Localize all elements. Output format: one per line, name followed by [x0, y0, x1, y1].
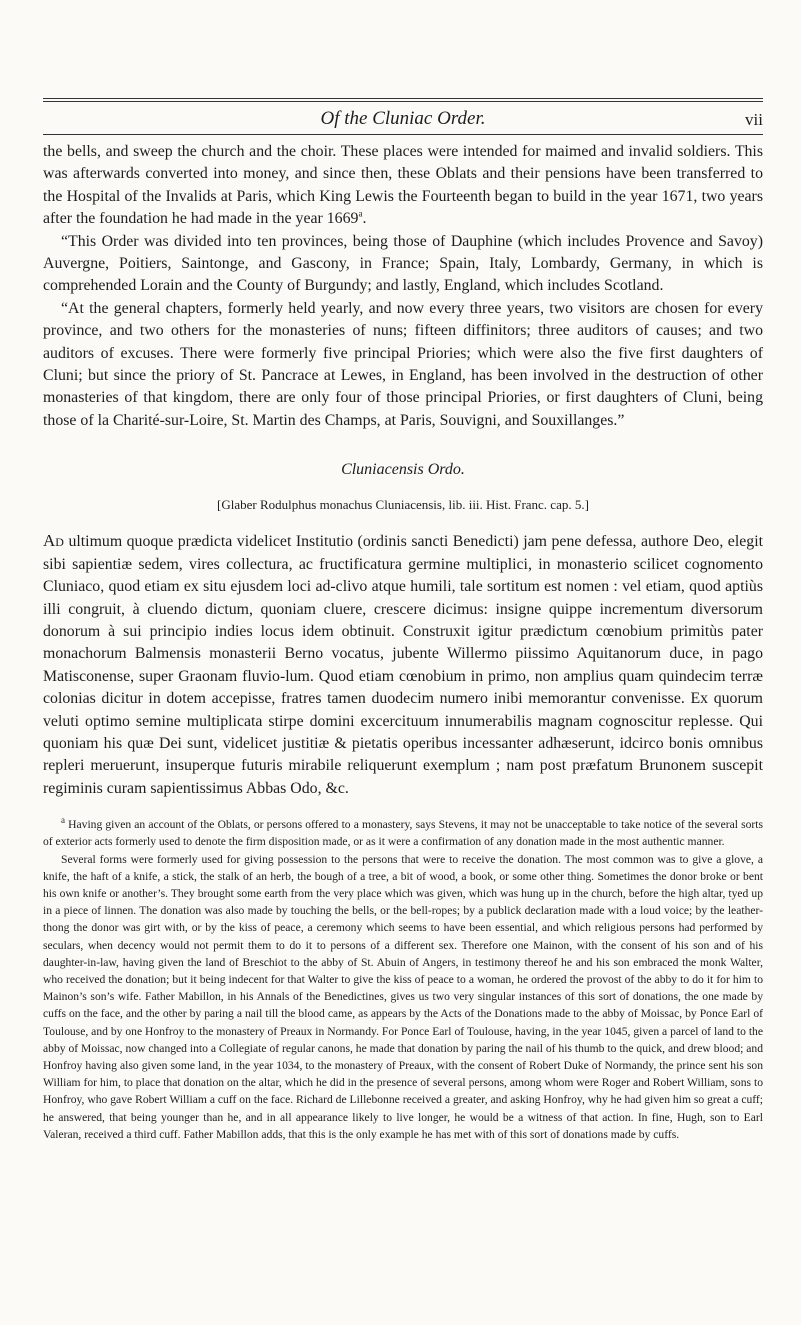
footnote-reference: a: [358, 208, 363, 219]
footnote-marker: a: [61, 815, 65, 826]
section-title: Cluniacensis Ordo.: [341, 461, 465, 479]
footnote-second: Several forms were formerly used for giving possession to the persons that were to receive the donation. The most common was to give a glove, a knife, the haft of a knife, a stick, the stalk of an herb, the bough of a tree, a bit of wood, a book, or some other thing. Sometimes the donor broke or bent his own knife or another’s. They brought some earth from the very place which was given, which was hung up in the church, before the high altar, tyed up in a piece of linnen. The donation was also made by touching the bells, or the bell-ropes; by a publick declaration made with a loud voice; by the leather-thong the donor was girt with, or by the kiss of peace, a ceremony which seems to have been essential, and which religious persons had performed by seculars, when decency would not permit them to do it to persons of a different sex. Therefore one Mainon, with the consent of his son and of his daughter-in-law, having given the land of Breschiot to the abby of St. Abuin of Angers, in testimony thereof he and his son embraced the monk Walter, who received the donation; but it being indecent for that Walter to give the kiss of peace to a woman, he ordered the provost of the abby to do it for him to Mainon’s son’s wife. Father Mabillon, in his Annals of the Benedictines, gives us two very singular instances of this sort of donations, the one made by cuffs on the face, and the other by paring a nail till the blood came, as appears by the Acts of the Donations made to the abby of Moissac, by Ponce Earl of Toulouse, and by one Honfroy to the monastery of Preaux in Normandy. For Ponce Earl of Toulouse, having, in the year 1045, given a parcel of land to the abby of Moissac, now changed into a Collegiate of regular canons, he made that donation by paring the nail of his thumb to the quick, and drew blood; and Honfroy having also given some land, in the year 1034, to the monastery of Preaux, with the consent of Robert Duke of Normandy, the prince sent his son William for him, to place that donation on the altar, which he did in the presence of several persons, among whom were Roger and Robert William, sons to Honfroy, who gave Robert William a cuff on the face. Richard de Lillebonne received a greater, and asking Honfroy, why he had given him so great a cuff; he answered, that being younger than he, and in all appearance likely to live longer, he would be a witness of that action. In fine, Hugh, son to Earl Valeran, received a third cuff. Father Mabillon adds, that this is the only example he has met with of this sort of donations made by cuffs.: [43, 852, 763, 1141]
footnote-first: [43, 816, 763, 850]
footnote-reference-tail: .: [362, 210, 367, 228]
header-rule: [43, 134, 763, 135]
paragraph-provinces: “This Order was divided into ten provinces, being those of Dauphine (which includes Provence and Savoy) Auvergne, Poitiers, Saintonge, and Gascony, in France; Spain, Italy, Lombardy, Germany, in which is comprehended Lorain and the County of Burgundy; and lastly, England, which includes Scotland.: [43, 232, 763, 295]
paragraph-chapters: “At the general chapters, formerly held yearly, and now every three years, two visitors are chosen for every province, and two others for the monasteries of nuns; fifteen diffinitors; three auditors of causes; and two auditors of excuses. There were formerly five principal Priories; which were also the five first daughters of Cluni; but since the priory of St. Pancrace at Lewes, in England, has been involved in the destruction of other monasteries of that kingdom, there are only four of those principal Priories, or first daughters of Cluni, being those of la Charité-sur-Loire, St. Martin des Champs, at Paris, Souvigni, and Souxillanges.”: [43, 299, 763, 429]
page-header: [43, 108, 763, 134]
page-body: [43, 141, 763, 1143]
footnotes: [43, 816, 763, 1143]
page-number: vii: [745, 110, 763, 129]
running-title: Of the Cluniac Order.: [320, 108, 486, 129]
latin-initial: Ad: [43, 531, 64, 551]
main-text: [43, 141, 763, 432]
source-note: [Glaber Rodulphus monachus Cluniacensis, lib. iii. Hist. Franc. cap. 5.]: [217, 497, 589, 513]
top-rule: [43, 98, 763, 99]
paragraph-continued: [43, 141, 763, 231]
footnote-text: Having given an account of the Oblats, or persons offered to a monastery, says Stevens, it may not be unacceptable to take notice of the several sorts of exterior acts formerly used to denote the firm disposition made, or as it were a confirmation of any donation made in the most authentic manner.: [43, 818, 763, 849]
top-rule-second: [43, 101, 763, 102]
latin-passage: [43, 530, 763, 800]
latin-text: ultimum quoque prædicta videlicet Institutio (ordinis sancti Benedicti) jam pene defessa, authore Deo, elegit sibi sapientiæ sedem, vires collectura, ac fructificatura germine multiplici, in monasterio scilicet cognomento Cluniaco, quod etiam ex situ ejusdem loci ad-clivo atque humili, tale sortitum est nomen : vel etiam, quod aptiùs illi congruit, à cluendo dictum, quoniam cluere, crescere dicimus: insigne quippe incrementum diversorum donorum à sui principio indies locus idem obtinuit. Construxit igitur prædictum cœnobium primitùs pater monachorum Balmensis monasterii Berno vocatus, jubente Willermo piissimo Aquitanorum duce, in pago Matisconense, super Graonam fluvio-lum. Quod etiam cœnobium in primo, non amplius quam quindecim terræ colonias dicitur in dotem accepisse, fratres tamen duodecim numero inibi memorantur convenisse. Ex quorum veluti optimo semine multiplicata stirpe domini excercituum innumerabilis magnam cognoscitur replesse. Qui quoniam his quæ Dei sunt, videlicet justitiæ & pietatis operibus incessanter adhæserunt, idcirco bonis omnibus repleri meruerunt, insuperque futuris mirabile reliquerunt exemplum ; nam post præfatum Brunonem suscepit regiminis curam sapientissimus Abbas Odo, &c.: [43, 533, 763, 797]
paragraph-text: the bells, and sweep the church and the choir. These places were intended for maimed and invalid soldiers. This was afterwards converted into money, and since then, these Oblats and their pensions have been transferred to the Hospital of the Invalids at Paris, which King Lewis the Fourteenth began to build in the year 1671, two years after the foundation he had made in the year 1669: [43, 143, 763, 228]
